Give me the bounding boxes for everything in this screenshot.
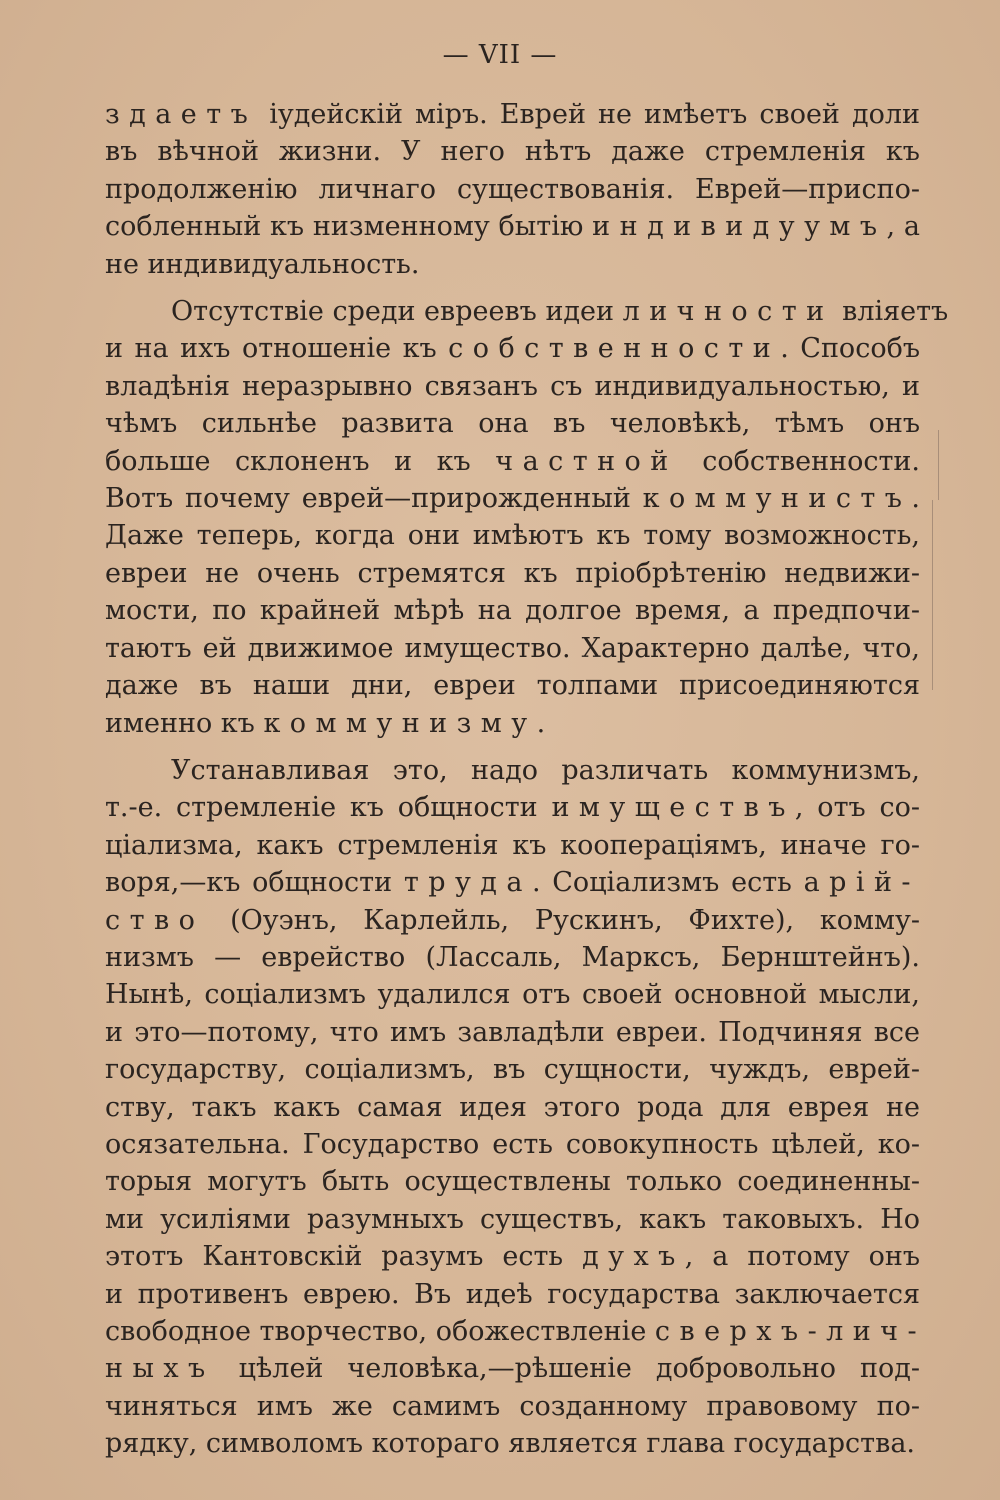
text-segment: и это—потому, что имъ завладѣли евреи. Подчиняя все <box>105 1016 920 1048</box>
text-line <box>105 630 920 667</box>
text-line <box>105 864 920 901</box>
text-line <box>105 1276 920 1313</box>
text-segment: именно къ <box>105 707 264 739</box>
spaced-emphasis: индивидуумъ <box>592 211 887 243</box>
text-segment: Даже теперь, когда они имѣютъ къ тому возможность, <box>105 520 920 552</box>
text-segment: продолженію личнаго существованія. Еврей—приспо- <box>105 173 920 205</box>
text-segment: т.-е. стремленіе къ общности <box>105 792 552 824</box>
text-line <box>105 480 920 517</box>
text-segment: евреи не очень стремятся къ пріобрѣтенію недвижи- <box>105 557 920 589</box>
text-line <box>105 1051 920 1088</box>
text-segment: Вотъ почему еврей—прирожденный <box>105 483 643 515</box>
text-segment: . Соціализмъ есть <box>531 867 804 899</box>
text-line <box>105 171 920 208</box>
text-segment: ми усиліями разумныхъ существъ, какъ таковыхъ. Но <box>105 1203 920 1235</box>
spaced-emphasis: коммунистъ <box>642 483 912 515</box>
spaced-emphasis: ныхъ <box>105 1353 215 1385</box>
text-line <box>105 1388 920 1425</box>
text-segment: этотъ Кантовскій разумъ есть <box>105 1241 583 1273</box>
text-segment: таютъ ей движимое имущество. Характерно далѣе, что, <box>105 632 920 664</box>
spaced-emphasis: здаетъ <box>105 99 258 130</box>
text-line <box>105 1313 927 1350</box>
text-segment: собственности. <box>677 445 920 477</box>
text-segment: . <box>911 483 920 515</box>
text-segment: рядку, символомъ котораго является глава государства. <box>105 1428 915 1460</box>
text-segment: , а <box>886 211 920 243</box>
text-segment: Устанавливая это, надо различать коммунизмъ, <box>171 754 920 786</box>
text-line <box>105 293 949 330</box>
text-segment: , а потому онъ <box>684 1241 920 1273</box>
text-line <box>105 443 920 480</box>
text-segment: мости, по крайней мѣрѣ на долгое время, а предпочи- <box>105 595 920 627</box>
text-line <box>105 1425 920 1462</box>
text-segment: не индивидуальность. <box>105 248 420 280</box>
text-segment: собленный къ низменному бытію <box>105 211 593 243</box>
text-line <box>105 1126 920 1163</box>
text-line <box>105 555 920 592</box>
spaced-emphasis: труда <box>403 867 532 899</box>
text-segment: , отъ со- <box>794 792 920 824</box>
text-line <box>105 667 920 704</box>
text-line <box>105 208 920 245</box>
text-line <box>105 517 920 554</box>
text-segment: воря,—къ общности <box>105 867 404 899</box>
text-line <box>105 246 920 283</box>
page-number: — VII — <box>442 40 558 70</box>
text-segment: торыя могутъ быть осуществлены только соединенны- <box>105 1166 920 1198</box>
text-line <box>105 1089 920 1126</box>
text-segment: въ вѣчной жизни. У него нѣтъ даже стремленія къ <box>105 136 920 168</box>
text-segment: . Способъ <box>780 333 921 365</box>
text-segment: чиняться имъ же самимъ созданному правовому по- <box>105 1390 920 1422</box>
spaced-emphasis: имуществъ <box>551 792 795 824</box>
body-text <box>105 96 949 1463</box>
spaced-emphasis: арій- <box>803 867 920 899</box>
text-line <box>105 330 920 367</box>
text-segment: ціализма, какъ стремленія къ кооперацiямъ, иначе го- <box>105 829 920 861</box>
text-line <box>105 705 920 742</box>
text-segment: и на ихъ отношеніе къ <box>105 333 449 365</box>
text-segment: больше склоненъ и къ <box>105 445 496 477</box>
spaced-emphasis: сверхъ-лич- <box>654 1316 927 1347</box>
text-line <box>105 133 920 170</box>
margin-pencil-mark <box>932 500 933 690</box>
text-line <box>105 1201 920 1238</box>
text-segment: (Оуэнъ, Карлейль, Рускинъ, Фихте), комму- <box>204 904 920 936</box>
text-line <box>105 96 920 133</box>
margin-pencil-mark <box>938 430 939 500</box>
spaced-emphasis: личности <box>622 296 834 328</box>
text-segment: чѣмъ сильнѣе развита она въ человѣкѣ, тѣмъ онъ <box>105 408 920 440</box>
text-line <box>105 827 920 864</box>
text-segment: низмъ — еврейство (Лассаль, Марксъ, Бернштейнъ). <box>105 941 920 973</box>
spaced-emphasis: собственности <box>448 333 781 365</box>
spaced-emphasis: частной <box>495 445 678 477</box>
text-segment: ству, такъ какъ самая идея этого рода для еврея не <box>105 1091 920 1123</box>
text-line <box>105 405 920 442</box>
text-line <box>105 976 920 1013</box>
text-segment: даже въ наши дни, евреи толпами присоединяются <box>105 670 920 702</box>
spaced-emphasis: коммунизму <box>263 707 537 739</box>
text-segment: осязательна. Государство есть совокупность цѣлей, ко- <box>105 1128 920 1160</box>
text-segment: іудейскій міръ. Еврей не имѣетъ своей доли <box>257 99 920 130</box>
text-line <box>105 902 920 939</box>
text-line <box>105 789 920 826</box>
spaced-emphasis: ство <box>105 904 205 936</box>
spaced-emphasis: духъ <box>582 1241 685 1273</box>
text-line <box>105 592 920 629</box>
text-segment: Нынѣ, соціализмъ удалился отъ своей основной мысли, <box>105 979 920 1011</box>
text-segment: и противенъ еврею. Въ идеѣ государства заключается <box>105 1278 920 1310</box>
text-line <box>105 368 920 405</box>
text-line <box>105 1350 920 1387</box>
text-segment: . <box>536 707 546 739</box>
text-line <box>105 1163 920 1200</box>
text-segment: государству, соціализмъ, въ сущности, чуждъ, еврей- <box>105 1054 920 1086</box>
text-segment: цѣлей человѣка,—рѣшеніе добровольно под- <box>214 1353 920 1385</box>
text-line <box>105 752 920 789</box>
text-segment: вліяетъ <box>833 296 949 328</box>
text-segment: свободное творчество, обожествленіе <box>105 1316 655 1347</box>
text-line <box>105 1014 920 1051</box>
text-line <box>105 939 920 976</box>
text-segment: Отсутствіе среди евреевъ идеи <box>171 296 623 328</box>
text-segment: владѣнія неразрывно связанъ съ индивидуальностью, и <box>105 370 920 402</box>
text-line <box>105 1238 920 1275</box>
